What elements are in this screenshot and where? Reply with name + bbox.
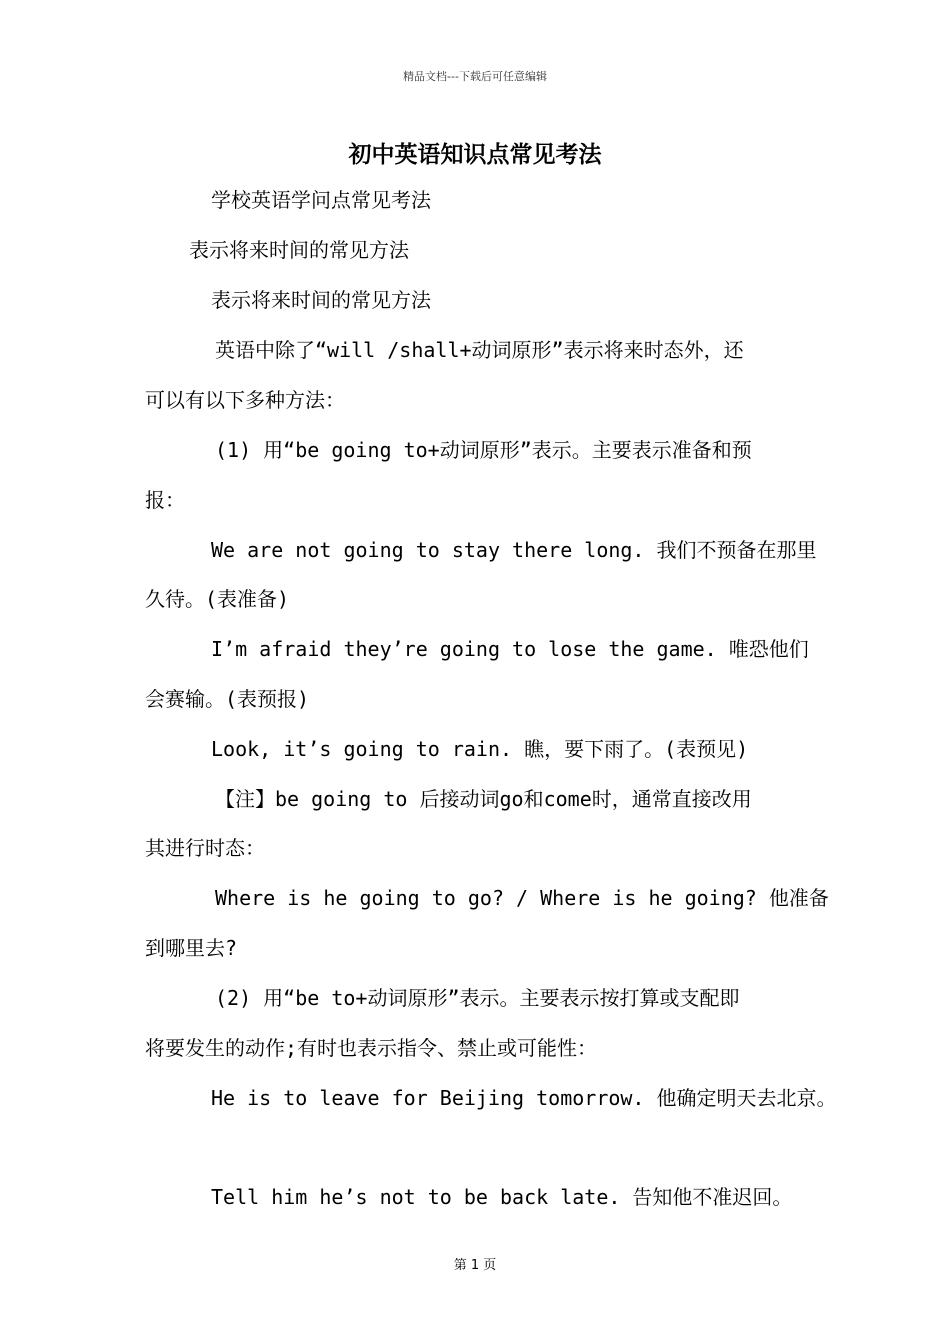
paragraph-line: We are not going to stay there long. 我们不预备在那里: [211, 538, 817, 562]
paragraph-line: 学校英语学问点常见考法: [211, 188, 431, 212]
paragraph-line: 报：: [145, 488, 185, 512]
document-title: 初中英语知识点常见考法: [348, 141, 602, 168]
page-number: 第 1 页: [453, 1258, 497, 1273]
paragraph-line: 可以有以下多种方法：: [145, 388, 345, 412]
paragraph-line: 到哪里去?: [145, 936, 238, 960]
page-header-note: 精品文档---下载后可任意编辑: [403, 70, 547, 83]
paragraph-line: 将要发生的动作;有时也表示指令、禁止或可能性：: [145, 1036, 598, 1060]
paragraph-line: Look, it’s going to rain. 瞧，要下雨了。(表预见): [211, 737, 749, 761]
paragraph-line: (1) 用“be going to+动词原形”表示。主要表示准备和预: [215, 438, 752, 462]
paragraph-line: Where is he going to go? / Where is he going? 他准备: [215, 886, 829, 910]
paragraph-line: He is to leave for Beijing tomorrow. 他确定明天去北京。: [211, 1086, 837, 1110]
paragraph-line: 【注】be going to 后接动词go和come时，通常直接改用: [215, 787, 752, 811]
paragraph-line: 其进行时态：: [145, 836, 265, 860]
paragraph-line: 久待。(表准备): [145, 587, 290, 611]
paragraph-line: 英语中除了“will /shall+动词原形”表示将来时态外，还: [215, 338, 744, 362]
paragraph-line: 表示将来时间的常见方法: [189, 238, 409, 262]
paragraph-line: Tell him he’s not to be back late. 告知他不准迟回。: [211, 1185, 793, 1209]
paragraph-line: 会赛输。(表预报): [145, 687, 310, 711]
paragraph-line: I’m afraid they’re going to lose the game. 唯恐他们: [211, 637, 809, 661]
paragraph-line: (2) 用“be to+动词原形”表示。主要表示按打算或支配即: [215, 986, 740, 1010]
paragraph-line: 表示将来时间的常见方法: [211, 288, 431, 312]
